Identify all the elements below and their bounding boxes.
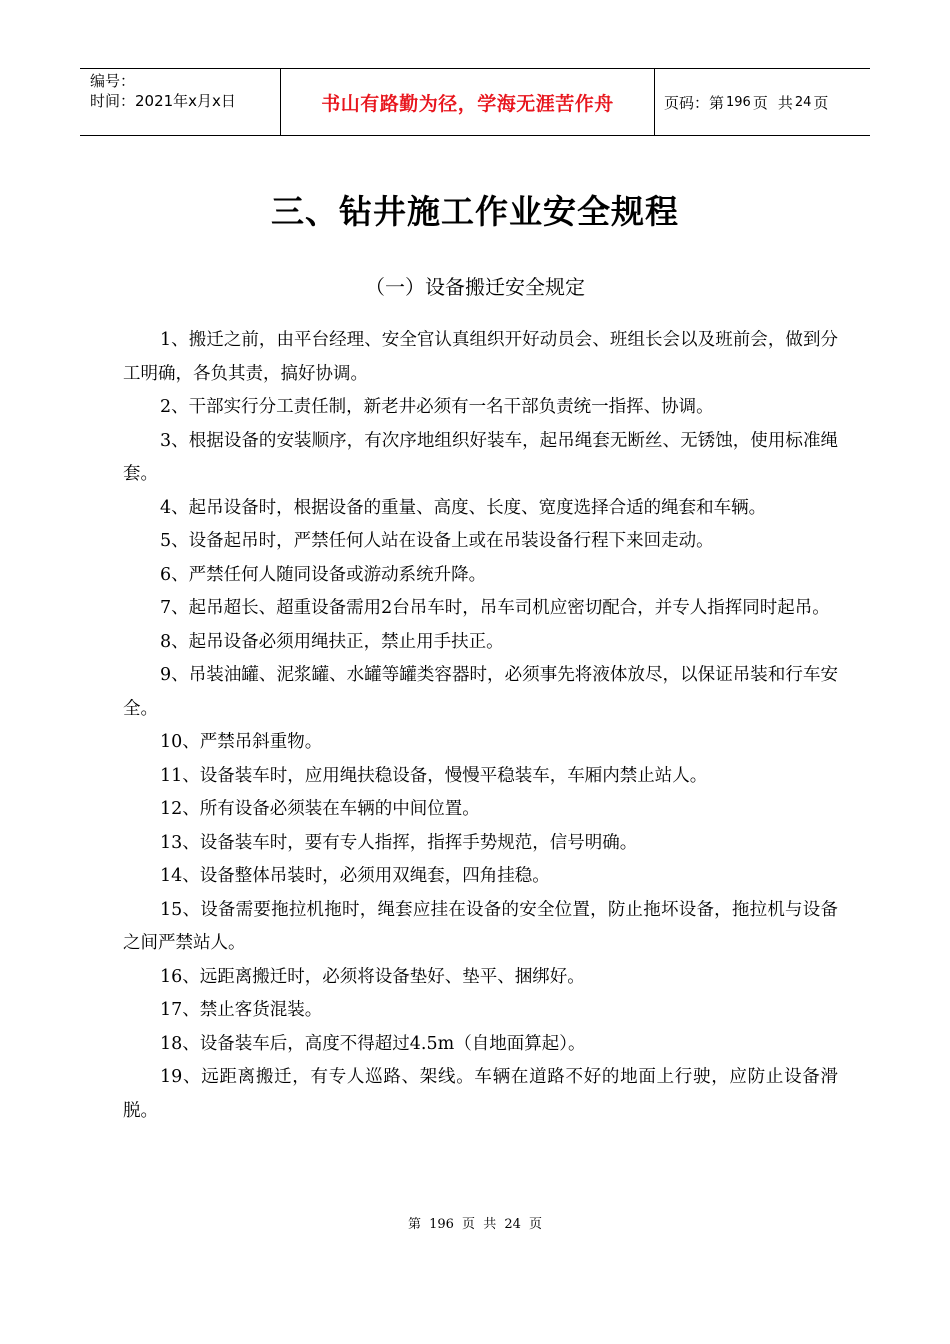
paragraph-18: 18、设备装车后，高度不得超过4.5m（自地面算起）。: [160, 1033, 586, 1054]
document-code-label: 编号：: [90, 72, 136, 90]
paragraph-6: 6、严禁任何人随同设备或游动系统升降。: [160, 564, 487, 585]
total-suffix: 页: [813, 93, 829, 112]
paragraph-7: 7、起吊超长、超重设备需用2台吊车时，吊车司机应密切配合，并专人指挥同时起吊。: [160, 598, 830, 618]
paragraph-16: 16、远距离搬迁时，必须将设备垫好、垫平、捆绑好。: [160, 966, 585, 987]
document-title: 三、钻井施工作业安全规程: [271, 192, 679, 231]
paragraph-13: 13、设备装车时，要有专人指挥，指挥手势规范，信号明确。: [160, 832, 638, 853]
page-number: 196: [726, 94, 751, 110]
paragraph-15: 15、设备需要拖拉机拖时，绳套应挂在设备的安全位置，防止拖坏设备，拖拉机与设备之间严禁站人。: [123, 899, 838, 953]
paragraph-4: 4、起吊设备时，根据设备的重量、高度、长度、宽度选择合适的绳套和车辆。: [160, 497, 767, 518]
section-title: （一）设备搬迁安全规定: [365, 275, 585, 299]
paragraph-2: 2、干部实行分工责任制，新老井必须有一名干部负责统一指挥、协调。: [160, 397, 714, 417]
paragraph-3: 3、根据设备的安装顺序，有次序地组织好装车，起吊绳套无断丝、无锈蚀，使用标准绳套。: [123, 430, 838, 484]
header-page-info: [655, 69, 870, 135]
paragraph-1: 1、搬迁之前，由平台经理、安全官认真组织开好动员会、班组长会以及班前会，做到分工明确，各负其责，搞好协调。: [123, 330, 838, 384]
body-text: [123, 324, 838, 1128]
header-motto: 书山有路勤为径，学海无涯苦作舟: [281, 69, 655, 135]
page-prefix: 页码：第: [664, 93, 725, 112]
page-footer: 第 196 页 共 24 页: [407, 1217, 543, 1232]
paragraph-5: 5、设备起吊时，严禁任何人站在设备上或在吊装设备行程下来回走动。: [160, 531, 714, 551]
paragraph-9: 9、吊装油罐、泥浆罐、水罐等罐类容器时，必须事先将液体放尽，以保证吊装和行车安全。: [123, 665, 838, 719]
page-mid: 页: [752, 93, 768, 112]
total-pages: 24: [794, 94, 812, 110]
paragraph-10: 10、严禁吊斜重物。: [160, 732, 323, 752]
paragraph-19: 19、远距离搬迁，有专人巡路、架线。车辆在道路不好的地面上行驶，应防止设备滑脱。: [123, 1067, 838, 1121]
paragraph-11: 11、设备装车时，应用绳扶稳设备，慢慢平稳装车，车厢内禁止站人。: [160, 765, 708, 786]
paragraph-8: 8、起吊设备必须用绳扶正，禁止用手扶正。: [160, 631, 504, 652]
document-date-label: 时间：2021年x月x日: [90, 92, 236, 110]
total-prefix: 共: [777, 93, 793, 112]
page-header: [80, 68, 870, 136]
header-meta-cell: [80, 69, 281, 135]
paragraph-14: 14、设备整体吊装时，必须用双绳套，四角挂稳。: [160, 866, 550, 886]
paragraph-17: 17、禁止客货混装。: [160, 1000, 323, 1020]
paragraph-12: 12、所有设备必须装在车辆的中间位置。: [160, 799, 480, 819]
